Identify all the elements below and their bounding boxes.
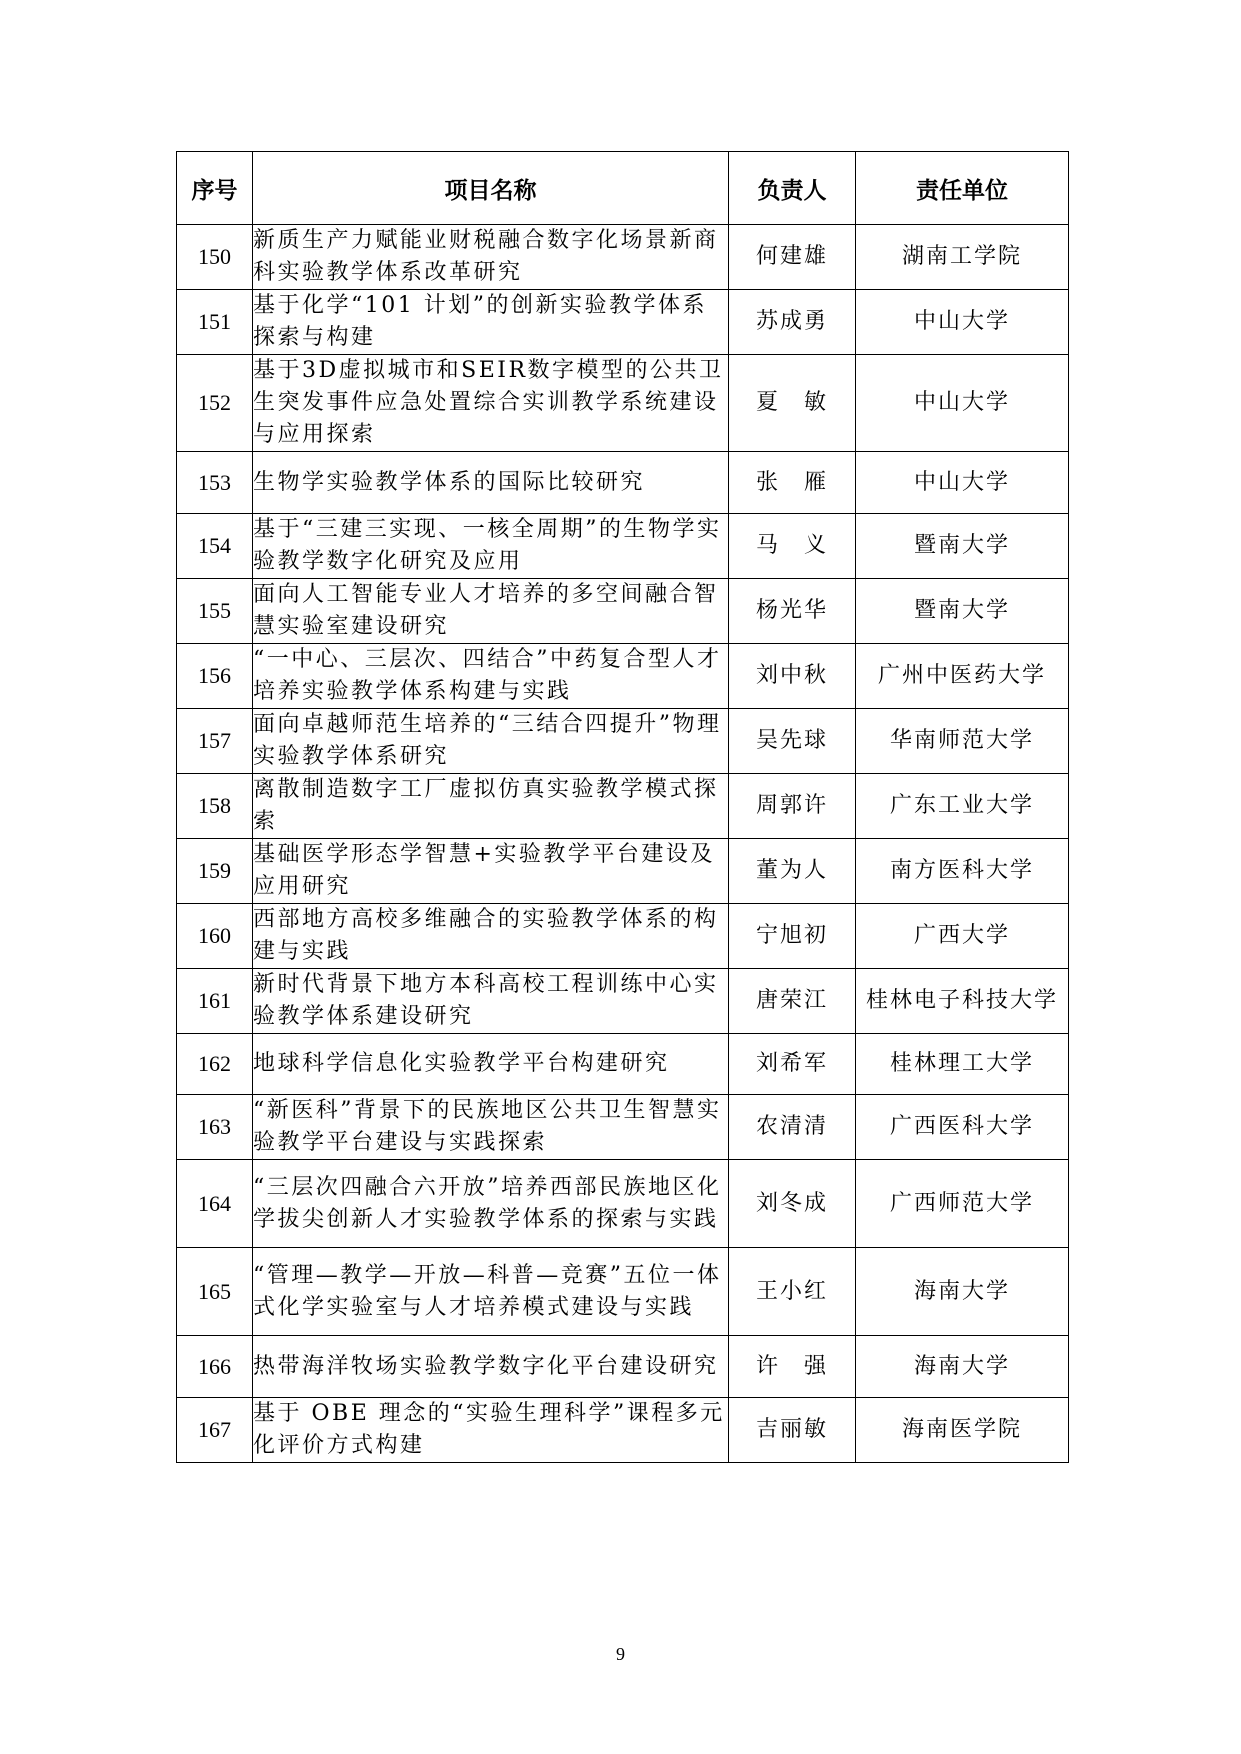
row-person-in-charge: 吉丽敏 xyxy=(729,1398,856,1463)
row-project-name: “一中心、三层次、四结合”中药复合型人才培养实验教学体系构建与实践 xyxy=(253,644,729,709)
table-row xyxy=(177,839,1069,904)
table-row xyxy=(177,904,1069,969)
row-project-name: “管理—教学—开放—科普—竞赛”五位一体式化学实验室与人才培养模式建设与实践 xyxy=(253,1248,729,1336)
row-serial-number: 164 xyxy=(177,1160,253,1248)
row-responsible-unit: 暨南大学 xyxy=(856,514,1069,579)
row-serial-number: 153 xyxy=(177,452,253,514)
row-serial-number: 163 xyxy=(177,1095,253,1160)
table-row xyxy=(177,1095,1069,1160)
table-row xyxy=(177,1034,1069,1095)
row-project-name: 热带海洋牧场实验教学数字化平台建设研究 xyxy=(253,1336,729,1398)
row-serial-number: 150 xyxy=(177,225,253,290)
row-serial-number: 167 xyxy=(177,1398,253,1463)
row-project-name: “三层次四融合六开放”培养西部民族地区化学拔尖创新人才实验教学体系的探索与实践 xyxy=(253,1160,729,1248)
row-person-in-charge: 刘希军 xyxy=(729,1034,856,1095)
row-project-name: 地球科学信息化实验教学平台构建研究 xyxy=(253,1034,729,1095)
table-row xyxy=(177,514,1069,579)
row-responsible-unit: 桂林电子科技大学 xyxy=(856,969,1069,1034)
table-row xyxy=(177,1248,1069,1336)
table-row xyxy=(177,1398,1069,1463)
header-person-in-charge: 负责人 xyxy=(729,152,856,225)
table-row xyxy=(177,452,1069,514)
row-person-in-charge: 马 义 xyxy=(729,514,856,579)
row-serial-number: 152 xyxy=(177,355,253,452)
row-responsible-unit: 湖南工学院 xyxy=(856,225,1069,290)
row-serial-number: 165 xyxy=(177,1248,253,1336)
row-person-in-charge: 吴先球 xyxy=(729,709,856,774)
row-responsible-unit: 南方医科大学 xyxy=(856,839,1069,904)
row-responsible-unit: 广西师范大学 xyxy=(856,1160,1069,1248)
row-serial-number: 160 xyxy=(177,904,253,969)
page-number: 9 xyxy=(616,1644,625,1664)
row-person-in-charge: 王小红 xyxy=(729,1248,856,1336)
row-responsible-unit: 广州中医药大学 xyxy=(856,644,1069,709)
row-project-name: 生物学实验教学体系的国际比较研究 xyxy=(253,452,729,514)
table-row xyxy=(177,225,1069,290)
table-row xyxy=(177,709,1069,774)
row-project-name: 面向卓越师范生培养的“三结合四提升”物理实验教学体系研究 xyxy=(253,709,729,774)
row-person-in-charge: 董为人 xyxy=(729,839,856,904)
row-person-in-charge: 刘冬成 xyxy=(729,1160,856,1248)
row-responsible-unit: 中山大学 xyxy=(856,452,1069,514)
row-project-name: 基于“三建三实现、一核全周期”的生物学实验教学数字化研究及应用 xyxy=(253,514,729,579)
header-responsible-unit: 责任单位 xyxy=(856,152,1069,225)
row-serial-number: 154 xyxy=(177,514,253,579)
row-person-in-charge: 苏成勇 xyxy=(729,290,856,355)
row-person-in-charge: 刘中秋 xyxy=(729,644,856,709)
row-project-name: 基于化学“101 计划”的创新实验教学体系探索与构建 xyxy=(253,290,729,355)
row-project-name: 西部地方高校多维融合的实验教学体系的构建与实践 xyxy=(253,904,729,969)
row-responsible-unit: 广西医科大学 xyxy=(856,1095,1069,1160)
header-serial-number: 序号 xyxy=(177,152,253,225)
table-row xyxy=(177,579,1069,644)
row-project-name: 基于3D虚拟城市和SEIR数字模型的公共卫生突发事件应急处置综合实训教学系统建设与应用探索 xyxy=(253,355,729,452)
row-responsible-unit: 海南大学 xyxy=(856,1248,1069,1336)
header-project-name: 项目名称 xyxy=(253,152,729,225)
row-serial-number: 156 xyxy=(177,644,253,709)
row-person-in-charge: 周郭许 xyxy=(729,774,856,839)
row-person-in-charge: 宁旭初 xyxy=(729,904,856,969)
row-project-name: 基础医学形态学智慧+实验教学平台建设及应用研究 xyxy=(253,839,729,904)
table-row xyxy=(177,1160,1069,1248)
row-serial-number: 155 xyxy=(177,579,253,644)
row-serial-number: 157 xyxy=(177,709,253,774)
row-responsible-unit: 中山大学 xyxy=(856,290,1069,355)
row-responsible-unit: 广西大学 xyxy=(856,904,1069,969)
row-project-name: 面向人工智能专业人才培养的多空间融合智慧实验室建设研究 xyxy=(253,579,729,644)
row-responsible-unit: 海南大学 xyxy=(856,1336,1069,1398)
row-serial-number: 159 xyxy=(177,839,253,904)
table-header-row xyxy=(177,152,1069,225)
row-responsible-unit: 暨南大学 xyxy=(856,579,1069,644)
row-project-name: “新医科”背景下的民族地区公共卫生智慧实验教学平台建设与实践探索 xyxy=(253,1095,729,1160)
table-row xyxy=(177,1336,1069,1398)
row-person-in-charge: 农清清 xyxy=(729,1095,856,1160)
row-project-name: 基于 OBE 理念的“实验生理科学”课程多元化评价方式构建 xyxy=(253,1398,729,1463)
table-row xyxy=(177,969,1069,1034)
table-row xyxy=(177,355,1069,452)
row-responsible-unit: 广东工业大学 xyxy=(856,774,1069,839)
row-person-in-charge: 夏 敏 xyxy=(729,355,856,452)
row-person-in-charge: 唐荣江 xyxy=(729,969,856,1034)
row-project-name: 离散制造数字工厂虚拟仿真实验教学模式探索 xyxy=(253,774,729,839)
table-row xyxy=(177,290,1069,355)
row-serial-number: 158 xyxy=(177,774,253,839)
row-responsible-unit: 海南医学院 xyxy=(856,1398,1069,1463)
row-serial-number: 161 xyxy=(177,969,253,1034)
row-responsible-unit: 中山大学 xyxy=(856,355,1069,452)
table-row xyxy=(177,644,1069,709)
table-row xyxy=(177,774,1069,839)
row-serial-number: 162 xyxy=(177,1034,253,1095)
row-person-in-charge: 张 雁 xyxy=(729,452,856,514)
row-project-name: 新质生产力赋能业财税融合数字化场景新商科实验教学体系改革研究 xyxy=(253,225,729,290)
row-responsible-unit: 桂林理工大学 xyxy=(856,1034,1069,1095)
row-project-name: 新时代背景下地方本科高校工程训练中心实验教学体系建设研究 xyxy=(253,969,729,1034)
row-person-in-charge: 杨光华 xyxy=(729,579,856,644)
row-serial-number: 166 xyxy=(177,1336,253,1398)
row-responsible-unit: 华南师范大学 xyxy=(856,709,1069,774)
row-serial-number: 151 xyxy=(177,290,253,355)
project-table xyxy=(176,151,1069,1463)
row-person-in-charge: 何建雄 xyxy=(729,225,856,290)
row-person-in-charge: 许 强 xyxy=(729,1336,856,1398)
